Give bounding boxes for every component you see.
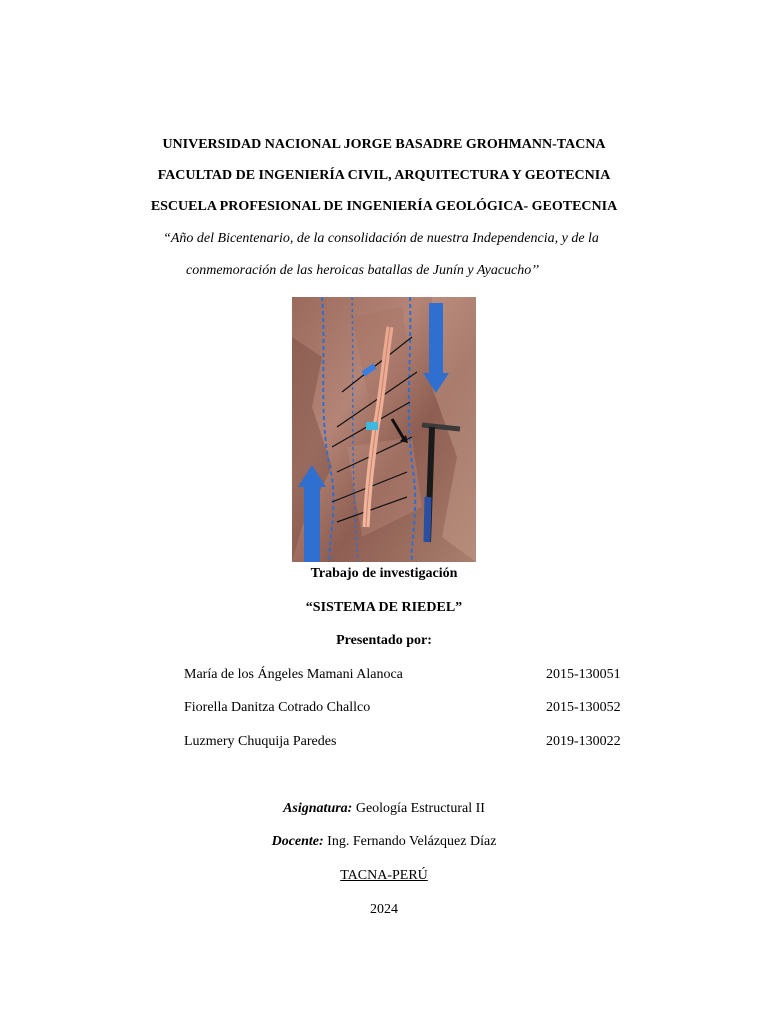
presented-by-label: Presentado por: bbox=[336, 633, 432, 648]
author-name-3: Luzmery Chuquija Paredes bbox=[184, 734, 337, 749]
university-name: UNIVERSIDAD NACIONAL JORGE BASADRE GROHMANN-TACNA bbox=[162, 137, 606, 152]
teacher-label: Docente: bbox=[271, 834, 324, 849]
place: TACNA-PERÚ bbox=[340, 868, 428, 883]
school-name: ESCUELA PROFESIONAL DE INGENIERÍA GEOLÓGICA- GEOTECNIA bbox=[150, 199, 618, 214]
course-value: Geología Estructural II bbox=[355, 801, 485, 816]
teacher-value: Ing. Fernando Velázquez Díaz bbox=[327, 834, 497, 849]
author-code-3: 2019-130022 bbox=[546, 734, 621, 749]
outcrop-photo bbox=[292, 297, 476, 562]
author-code-1: 2015-130051 bbox=[546, 667, 621, 682]
author-name-1: María de los Ángeles Mamani Alanoca bbox=[184, 667, 403, 682]
course-line bbox=[0, 801, 768, 817]
motto-line-1: “Año del Bicentenario, de la consolidación de nuestra Independencia, y de la bbox=[163, 231, 599, 246]
teacher-line bbox=[0, 834, 768, 850]
year: 2024 bbox=[370, 902, 398, 917]
motto-line-2: conmemoración de las heroicas batallas de Junín y Ayacucho’’ bbox=[186, 263, 540, 278]
author-code-2: 2015-130052 bbox=[546, 700, 621, 715]
author-name-2: Fiorella Danitza Cotrado Challco bbox=[184, 700, 371, 715]
document-title: “SISTEMA DE RIEDEL” bbox=[305, 600, 463, 615]
faculty-name: FACULTAD DE INGENIERÍA CIVIL, ARQUITECTURA Y GEOTECNIA bbox=[157, 168, 611, 183]
course-label: Asignatura: bbox=[283, 801, 353, 816]
work-type: Trabajo de investigación bbox=[310, 566, 458, 581]
